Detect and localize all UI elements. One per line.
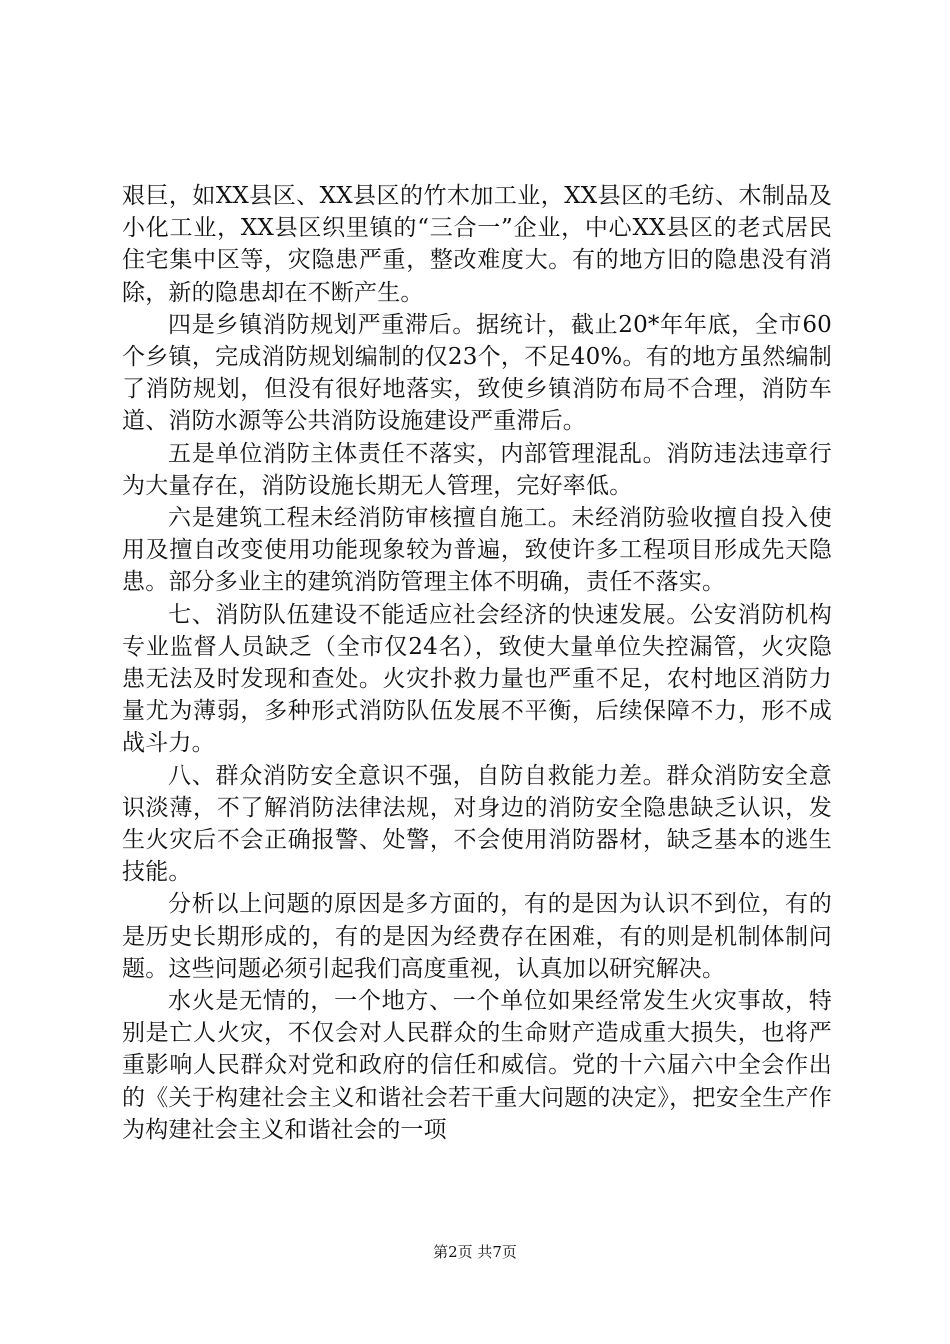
- paragraph-cause-analysis: 分析以上问题的原因是多方面的，有的是因为认识不到位，有的是历史长期形成的，有的是因为经费存在困难，有的则是机制体制问题。这些问题必须引起我们高度重视，认真加以研究解决。: [122, 891, 832, 982]
- paragraph-construction-review: 六是建筑工程未经消防审核擅自施工。未经消防验收擅自投入使用及擅自改变使用功能现象较为普遍，致使许多工程项目形成先天隐患。部分多业主的建筑消防管理主体不明确，责任不落实。: [122, 505, 832, 596]
- document-body: [122, 180, 832, 1146]
- paragraph-continuation: 艰巨，如XX县区、XX县区的竹木加工业，XX县区的毛纺、木制品及小化工业，XX县区织里镇的“三合一”企业，中心XX县区的老式居民住宅集中区等，灾隐患严重，整改难度大。有的地方旧的隐患没有消除，新的隐患却在不断产生。: [122, 183, 832, 306]
- paragraph-unit-responsibility: 五是单位消防主体责任不落实，内部管理混乱。消防违法违章行为大量存在，消防设施长期无人管理，完好率低。: [122, 440, 832, 499]
- page-number-footer: 第2页 共7页: [433, 1243, 517, 1261]
- paragraph-fire-team: 七、消防队伍建设不能适应社会经济的快速发展。公安消防机构专业监督人员缺乏（全市仅24名），致使大量单位失控漏管，火灾隐患无法及时发现和查处。火灾扑救力量也严重不足，农村地区消防力量尤为薄弱，多种形式消防队伍发展不平衡，后续保障不力，形不成战斗力。: [122, 601, 832, 757]
- paragraph-township-planning: 四是乡镇消防规划严重滞后。据统计，截止20*年年底，全市60个乡镇，完成消防规划编制的仅23个，不足40%。有的地方虽然编制了消防规划，但没有很好地落实，致使乡镇消防布局不合理，消防车道、消防水源等公共消防设施建设严重滞后。: [122, 311, 832, 435]
- paragraph-public-awareness: 八、群众消防安全意识不强，自防自救能力差。群众消防安全意识淡薄，不了解消防法律法规，对身边的消防安全隐患缺乏认识，发生火灾后不会正确报警、处警，不会使用消防器材，缺乏基本的逃生技能。: [122, 762, 832, 886]
- paragraph-fire-danger: 水火是无情的，一个地方、一个单位如果经常发生火灾事故，特别是亡人火灾，不仅会对人民群众的生命财产造成重大损失，也将严重影响人民群众对党和政府的信任和威信。党的十六届六中全会作出的《关于构建社会主义和谐社会若干重大问题的决定》，把安全生产作为构建社会主义和谐社会的一项: [122, 988, 832, 1143]
